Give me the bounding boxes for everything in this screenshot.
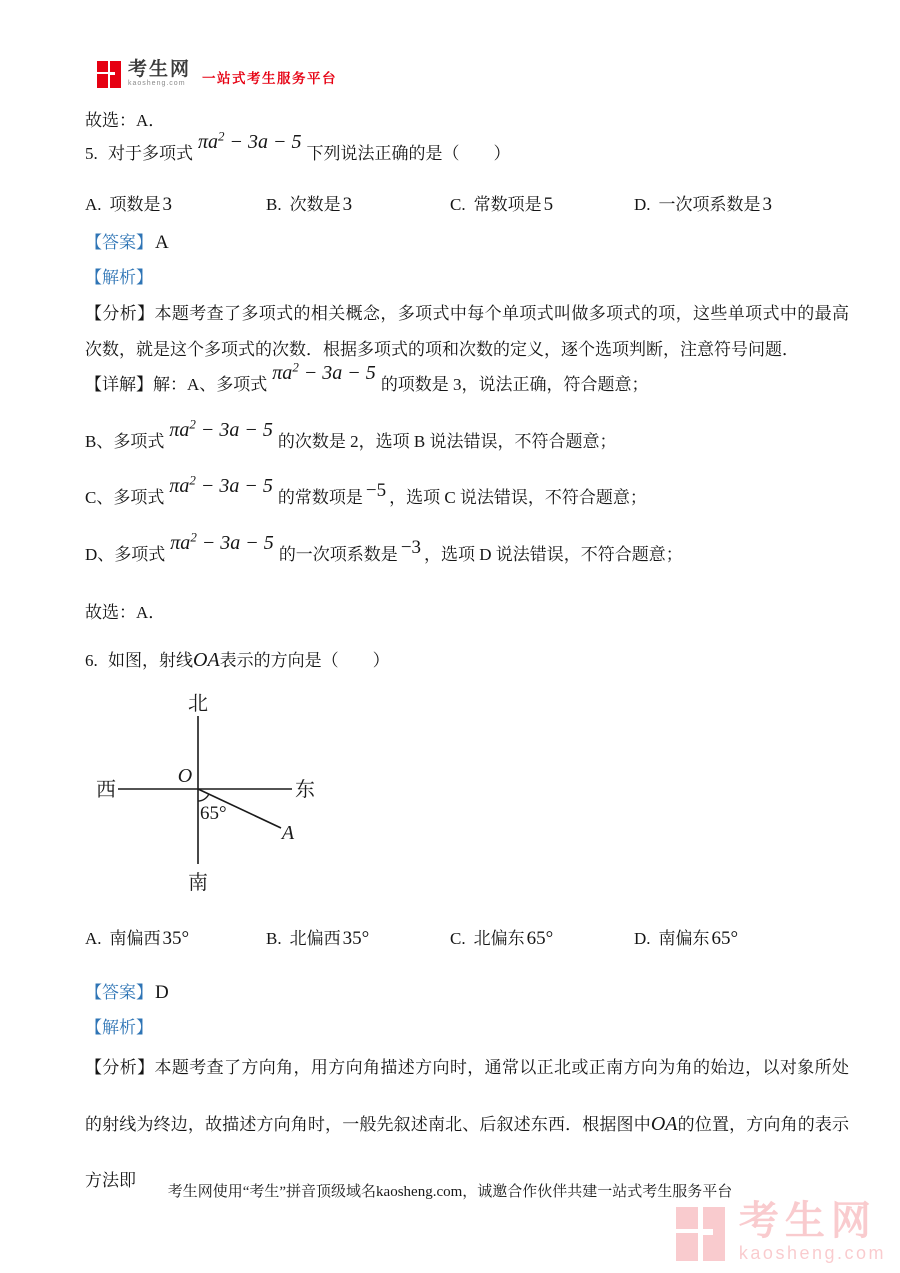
- prev-question-conclusion: 故选：A．: [85, 111, 166, 130]
- answer-letter: A: [155, 232, 169, 253]
- label-west: 西: [96, 779, 116, 801]
- question5-conclusion: 故选：A．: [85, 603, 166, 622]
- kaosheng-watermark: [676, 1200, 886, 1264]
- question5-answer: [85, 228, 169, 254]
- question6-stem-prefix: 如图，射线: [108, 651, 193, 670]
- kaosheng-logo-icon: [97, 57, 123, 90]
- question5-stem-suffix: 下列说法正确的是（ ）: [306, 144, 511, 163]
- question5-stem-prefix: 对于多项式: [108, 144, 193, 163]
- question5-stem: [85, 128, 511, 164]
- analysis-tag: 【分析】: [85, 1058, 155, 1077]
- site-logo: [97, 57, 337, 90]
- watermark-domain: kaosheng.com: [738, 1242, 886, 1263]
- watermark-logo-icon: [676, 1200, 730, 1264]
- answer-letter: D: [155, 982, 169, 1003]
- question6-stem-suffix: 表示的方向是（ ）: [219, 651, 390, 670]
- question5-analysis: 【分析】本题考查了多项式的相关概念，多项式中每个单项式叫做多项式的项，这些单项式中的最高次数，就是这个多项式的次数．根据多项式的项和次数的定义，逐个选项判断，注意符号问题．: [85, 304, 850, 359]
- q5-option-c: C. 常数项是 5: [450, 194, 554, 215]
- question5-jiexi-tag: 【解析】: [85, 268, 153, 287]
- question6-analysis: 【分析】本题考查了方向角，用方向角描述方向时，通常以正北或正南方向为角的始边，以对象所处的射线为终边，故描述方向角时，一般先叙述南北、后叙述东西．根据图中OA的位置，方向角的表示方法即: [85, 1058, 850, 1190]
- label-south: 南: [188, 872, 208, 894]
- question6-jiexi-tag: 【解析】: [85, 1018, 153, 1037]
- angle-arc: [198, 794, 209, 801]
- label-angle-65: 65°: [200, 803, 227, 824]
- analysis-tag: 【分析】: [85, 304, 155, 323]
- logo-text: [128, 60, 191, 87]
- answer-tag: 【答案】: [85, 233, 153, 252]
- label-point-a: A: [281, 822, 295, 844]
- q5-detail-line-c: C、多项式$\pi a^2 - 3a - 5$的常数项是 −5 ，选项 C 说法错误，不符合题意；: [85, 472, 647, 507]
- question5-options: [85, 190, 849, 216]
- label-origin-o: O: [177, 765, 193, 787]
- q5-option-b: B. 次数是 3: [266, 194, 353, 215]
- page-footer-text: 考生网使用“考生”拼音顶级域名kaosheng.com，诚邀合作伙伴共建一站式考生服务平台: [167, 1184, 733, 1200]
- logo-tagline: 一站式考生服务平台: [202, 71, 338, 86]
- logo-brand: 考生网: [128, 59, 192, 81]
- q5-detail-line-a: 【详解】解：A、多项式$\pi a^2 - 3a - 5$的项数是 3，说法正确，符合题意；: [85, 359, 649, 394]
- oa-math: OA: [650, 1113, 678, 1135]
- ray-oa-label: OA: [193, 649, 220, 671]
- logo-domain: kaosheng.com: [128, 79, 186, 87]
- watermark-brand: 考生网: [738, 1198, 877, 1243]
- q5-option-a: A. 项数是 3: [85, 194, 173, 215]
- polynomial-formula: $\pi a^2 - 3a - 5$: [198, 128, 302, 153]
- question6-stem: [85, 646, 390, 672]
- watermark-text: [738, 1198, 886, 1264]
- question6-number: 6.: [85, 651, 98, 670]
- q6-option-d: D. 南偏东 65°: [634, 928, 739, 949]
- compass-direction-diagram: [85, 692, 325, 897]
- q5-detail-line-b: B、多项式$\pi a^2 - 3a - 5$的次数是 2，选项 B 说法错误，不符合题意；: [85, 416, 617, 451]
- q6-option-c: C. 北偏东 65°: [450, 928, 554, 949]
- label-east: 东: [295, 779, 315, 801]
- question5-number: 5.: [85, 144, 98, 163]
- question6-answer: [85, 978, 169, 1004]
- q5-option-d: D. 一次项系数是 3: [634, 194, 773, 215]
- q6-option-a: A. 南偏西 35°: [85, 928, 190, 949]
- label-north: 北: [188, 693, 208, 715]
- q6-option-b: B. 北偏西 35°: [266, 928, 370, 949]
- q5-detail-line-d: D、多项式$\pi a^2 - 3a - 5$的一次项系数是 −3 ，选项 D 说法错误，不符合题意；: [85, 529, 683, 564]
- question6-options: [85, 924, 849, 950]
- answer-tag: 【答案】: [85, 983, 153, 1002]
